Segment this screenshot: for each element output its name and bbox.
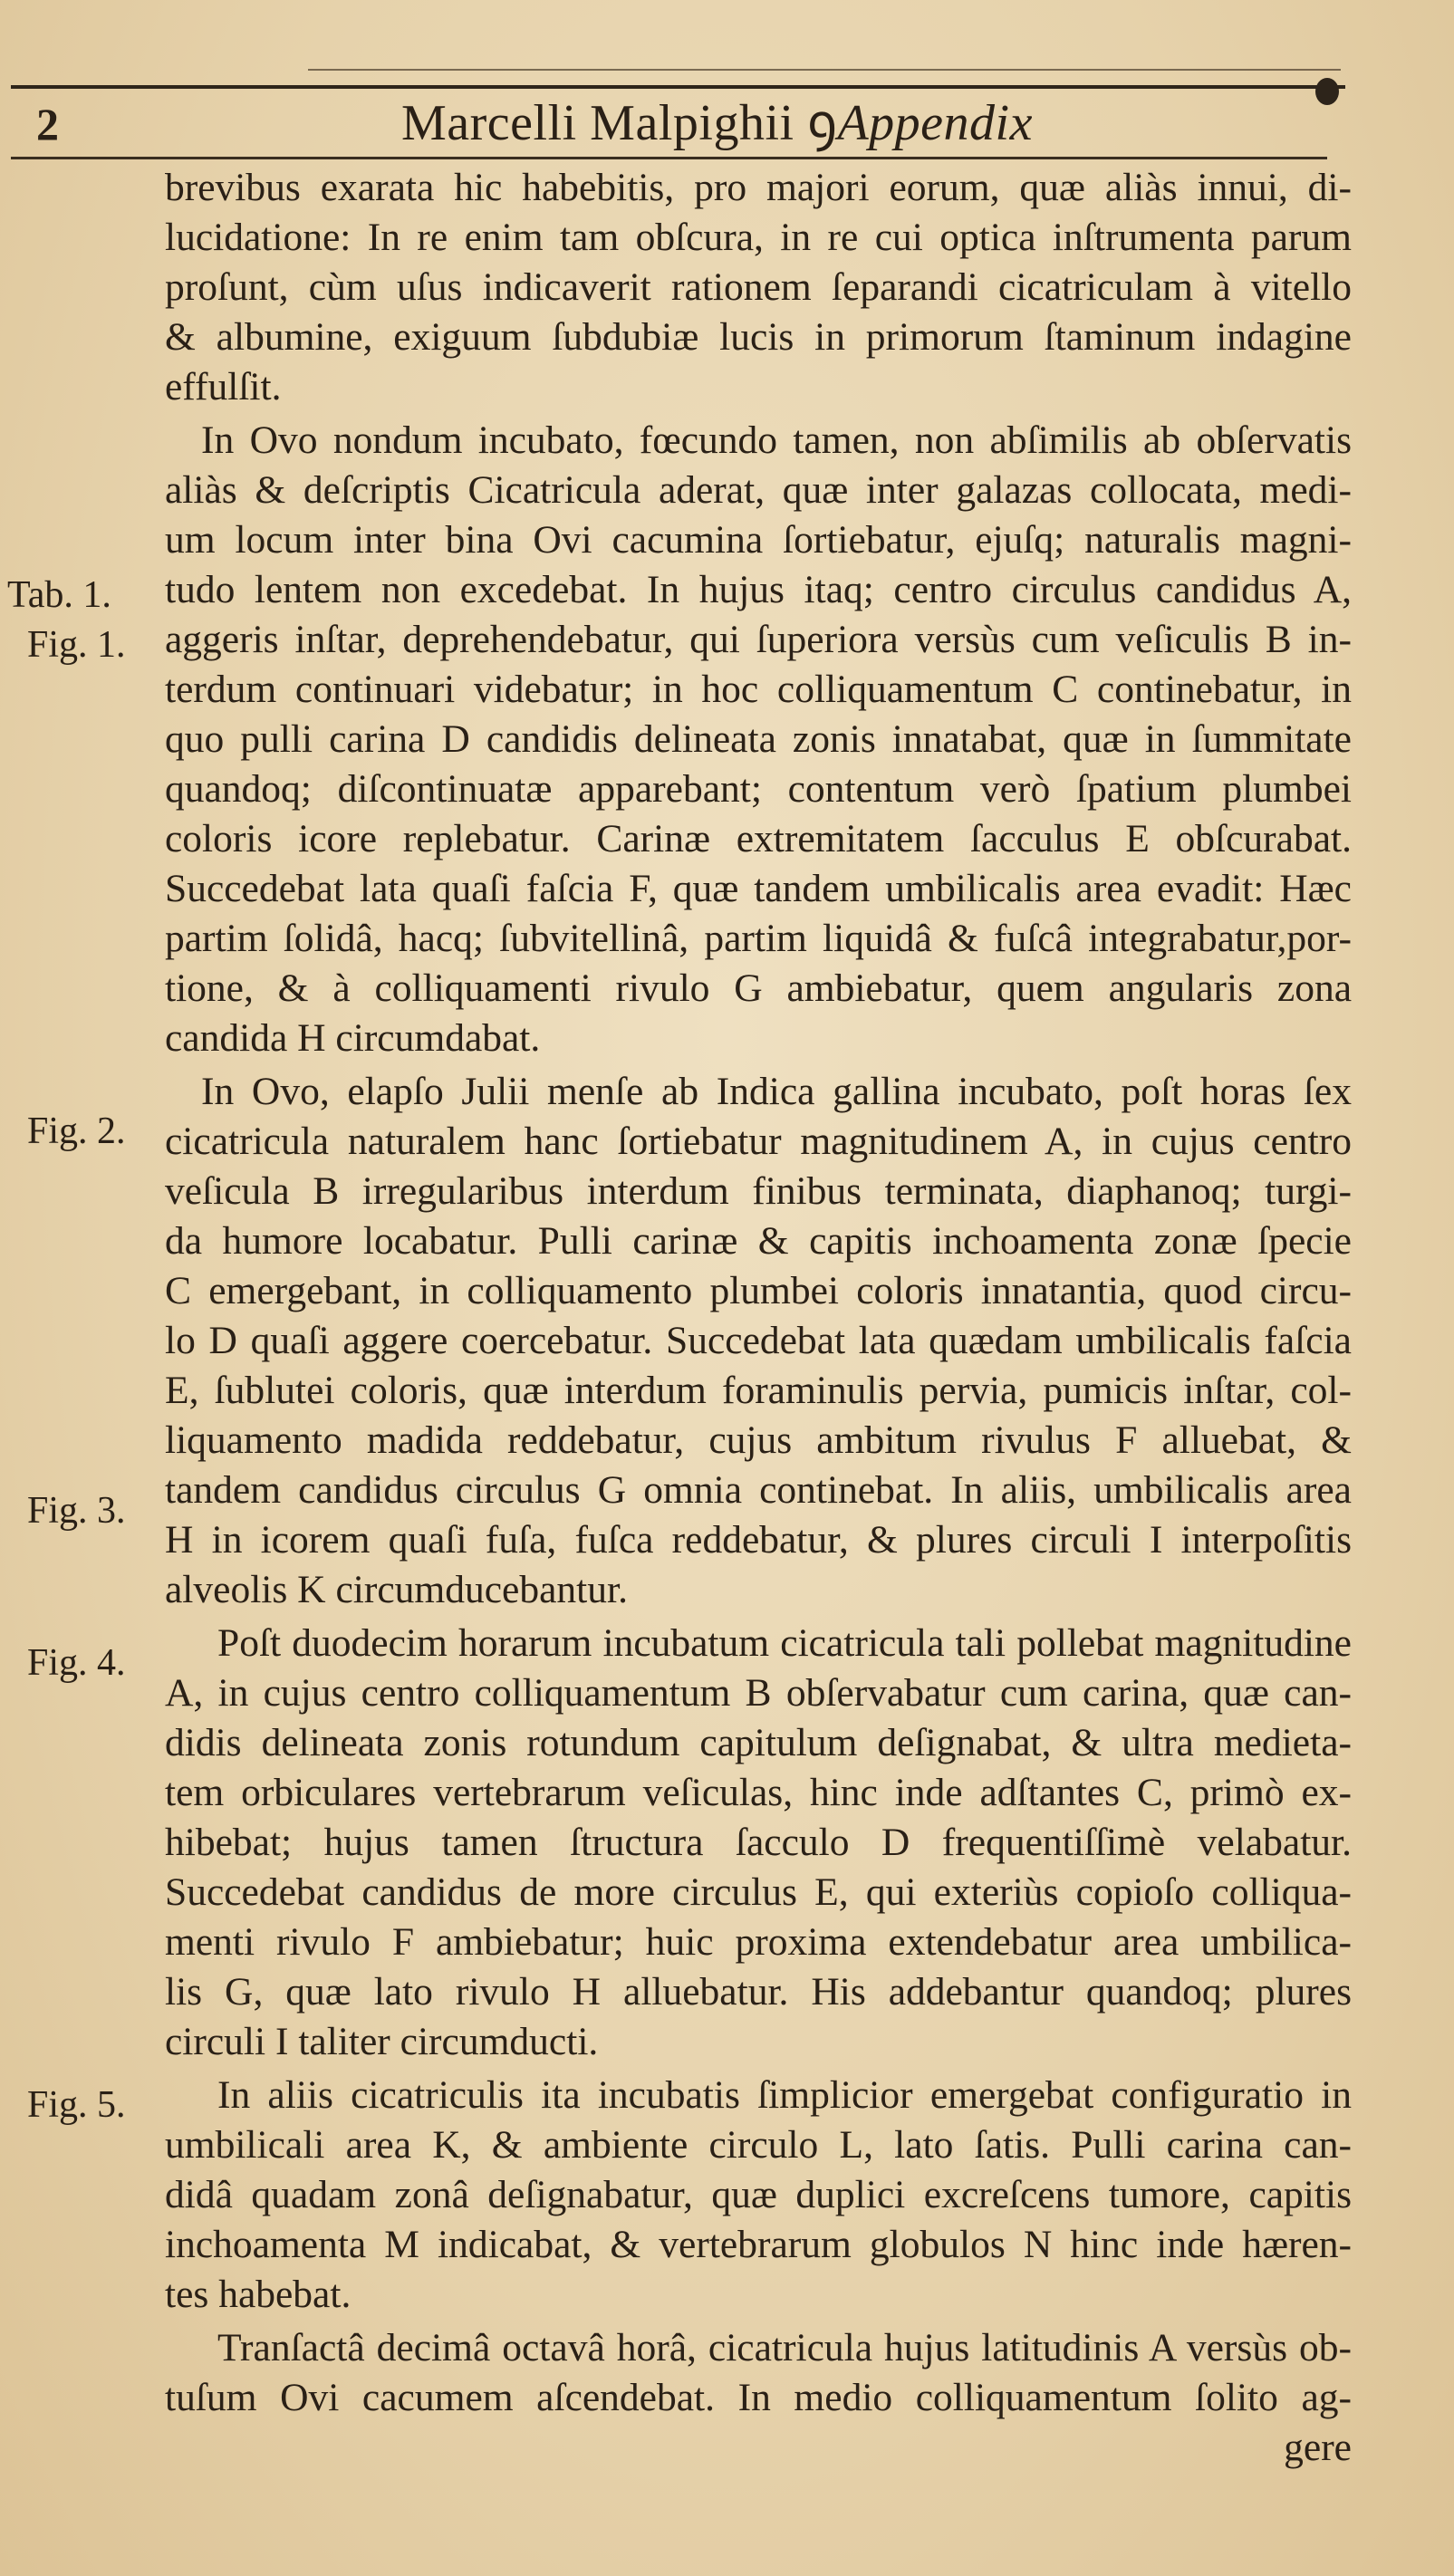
- text-line: inchoamenta M indicabat, & vertebrarum globulos N hinc inde hæren-: [165, 2223, 1352, 2266]
- text-line: Poſt duodecim horarum incubatum cicatricula tali pollebat magnitudine: [217, 1621, 1352, 1665]
- page-number: 2: [36, 99, 59, 149]
- text-line: tuſum Ovi cacumem aſcendebat. In medio colliquamentum ſolito ag-: [165, 2376, 1352, 2419]
- text-line: tem orbiculares vertebrarum veſiculas, hinc inde adſtantes C, primò ex-: [165, 1771, 1352, 1814]
- text-line: liquamento madida reddebatur, cujus ambitum rivulus F alluebat, &: [165, 1418, 1352, 1462]
- text-line: In Ovo nondum incubato, fœcundo tamen, non abſimilis ab obſervatis: [201, 418, 1352, 462]
- text-line: lo D quaſi aggere coercebatur. Succedebat lata quædam umbilicalis faſcia: [165, 1319, 1352, 1362]
- text-line: Succedebat lata quaſi faſcia F, quæ tandem umbilicalis area evadit: Hæc: [165, 867, 1352, 910]
- text-line: effulſit.: [165, 365, 282, 409]
- text-line: hibebat; hujus tamen ſtructura ſacculo D frequentiſſimè velabatur.: [165, 1821, 1352, 1864]
- text-line: In aliis cicatriculis ita incubatis ſimplicior emergebat configuratio in: [217, 2073, 1352, 2117]
- running-head-appendix: Appendix: [837, 95, 1033, 151]
- text-line: tandem candidus circulus G omnia continebat. In aliis, umbilicalis area: [165, 1468, 1352, 1512]
- text-line: A, in cujus centro colliquamentum B obſervabatur cum carina, quæ can-: [165, 1671, 1352, 1715]
- text-line: didâ quadam zonâ deſignabatur, quæ duplici excreſcens tumore, capitis: [165, 2173, 1352, 2216]
- text-line: In Ovo, elapſo Julii menſe ab Indica gallina incubato, poſt horas ſex: [201, 1070, 1352, 1113]
- header-rule-lower: [11, 157, 1327, 159]
- text-line: Tranſactâ decimâ octavâ horâ, cicatricula hujus latitudinis A versùs ob-: [217, 2326, 1352, 2369]
- text-line: menti rivulo F ambiebatur; huic proxima extendebatur area umbilica-: [165, 1920, 1352, 1964]
- text-line: veſicula B irregularibus interdum finibus terminata, diaphanoq; turgi-: [165, 1169, 1352, 1213]
- text-line: quandoq; diſcontinuatæ apparebant; contentum verò ſpatium plumbei: [165, 767, 1352, 811]
- text-line: lis G, quæ lato rivulo H alluebatur. His addebantur quandoq; plures: [165, 1970, 1352, 2014]
- margin-note-fig1: Fig. 1.: [27, 624, 126, 666]
- running-head-title: Marcelli Malpighii: [401, 95, 794, 151]
- running-head-mark: ꝯ: [807, 95, 838, 151]
- text-line: terdum continuari videbatur; in hoc colliquamentum C continebatur, in: [165, 668, 1352, 711]
- margin-note-fig5: Fig. 5.: [27, 2084, 126, 2126]
- text-line: brevibus exarata hic habebitis, pro majori eorum, quæ aliàs innui, di-: [165, 166, 1352, 209]
- text-line: cicatricula naturalem hanc ſortiebatur magnitudinem A, in cujus centro: [165, 1120, 1352, 1163]
- header-rule-thin: [308, 69, 1341, 71]
- text-line: H in icorem quaſi fuſa, fuſca reddebatur, & plures circuli I interpoſitis: [165, 1518, 1352, 1562]
- text-line: Succedebat candidus de more circulus E, qui exteriùs copioſo colliqua-: [165, 1870, 1352, 1914]
- text-line: lucidatione: In re enim tam obſcura, in re cui optica inſtrumenta parum: [165, 216, 1352, 259]
- text-line: alveolis K circumducebantur.: [165, 1568, 628, 1611]
- text-line: didis delineata zonis rotundum capitulum deſignabat, & ultra medieta-: [165, 1721, 1352, 1764]
- text-line: tudo lentem non excedebat. In hujus itaq; centro circulus candidus A,: [165, 568, 1352, 611]
- text-line: tione, & à colliquamenti rivulo G ambiebatur, quem angularis zona: [165, 966, 1352, 1010]
- body-text: [165, 163, 1352, 2473]
- catchword: gere: [1284, 2426, 1352, 2469]
- margin-note-fig2: Fig. 2.: [27, 1110, 126, 1152]
- text-line: E, ſublutei coloris, quæ interdum foraminulis pervia, pumicis inſtar, col-: [165, 1369, 1352, 1412]
- text-line: umbilicali area K, & ambiente circulo L, lato ſatis. Pulli carina can-: [165, 2123, 1352, 2167]
- text-line: quo pulli carina D candidis delineata zonis innatabat, quæ in ſummitate: [165, 717, 1352, 761]
- text-line: circuli I taliter circumducti.: [165, 2020, 599, 2063]
- text-line: tes habebat.: [165, 2273, 351, 2316]
- text-line: um locum inter bina Ovi cacumina ſortiebatur, ejuſq; naturalis magni-: [165, 518, 1352, 562]
- running-head: [401, 86, 1033, 155]
- margin-note-fig3: Fig. 3.: [27, 1490, 126, 1532]
- text-line: proſunt, cùm uſus indicaverit rationem ſeparandi cicatriculam à vitello: [165, 265, 1352, 309]
- text-line: da humore locabatur. Pulli carinæ & capitis inchoamenta zonæ ſpecie: [165, 1219, 1352, 1263]
- ink-blot: [1315, 78, 1339, 105]
- margin-note-tab1: Tab. 1.: [7, 574, 111, 616]
- text-line: candida H circumdabat.: [165, 1016, 541, 1060]
- text-line: aliàs & deſcriptis Cicatricula aderat, quæ inter galazas collocata, medi-: [165, 468, 1352, 512]
- text-line: & albumine, exiguum ſubdubiæ lucis in primorum ſtaminum indagine: [165, 315, 1352, 359]
- text-line: C emergebant, in colliquamento plumbei coloris innatantia, quod circu-: [165, 1269, 1352, 1312]
- text-line: coloris icore replebatur. Carinæ extremitatem ſacculus E obſcurabat.: [165, 817, 1352, 860]
- text-line: aggeris inſtar, deprehendebatur, qui ſuperiora versùs cum veſiculis B in-: [165, 618, 1352, 661]
- margin-note-fig4: Fig. 4.: [27, 1642, 126, 1684]
- text-line: partim ſolidâ, hacq; ſubvitellinâ, partim liquidâ & fuſcâ integrabatur,por-: [165, 917, 1352, 960]
